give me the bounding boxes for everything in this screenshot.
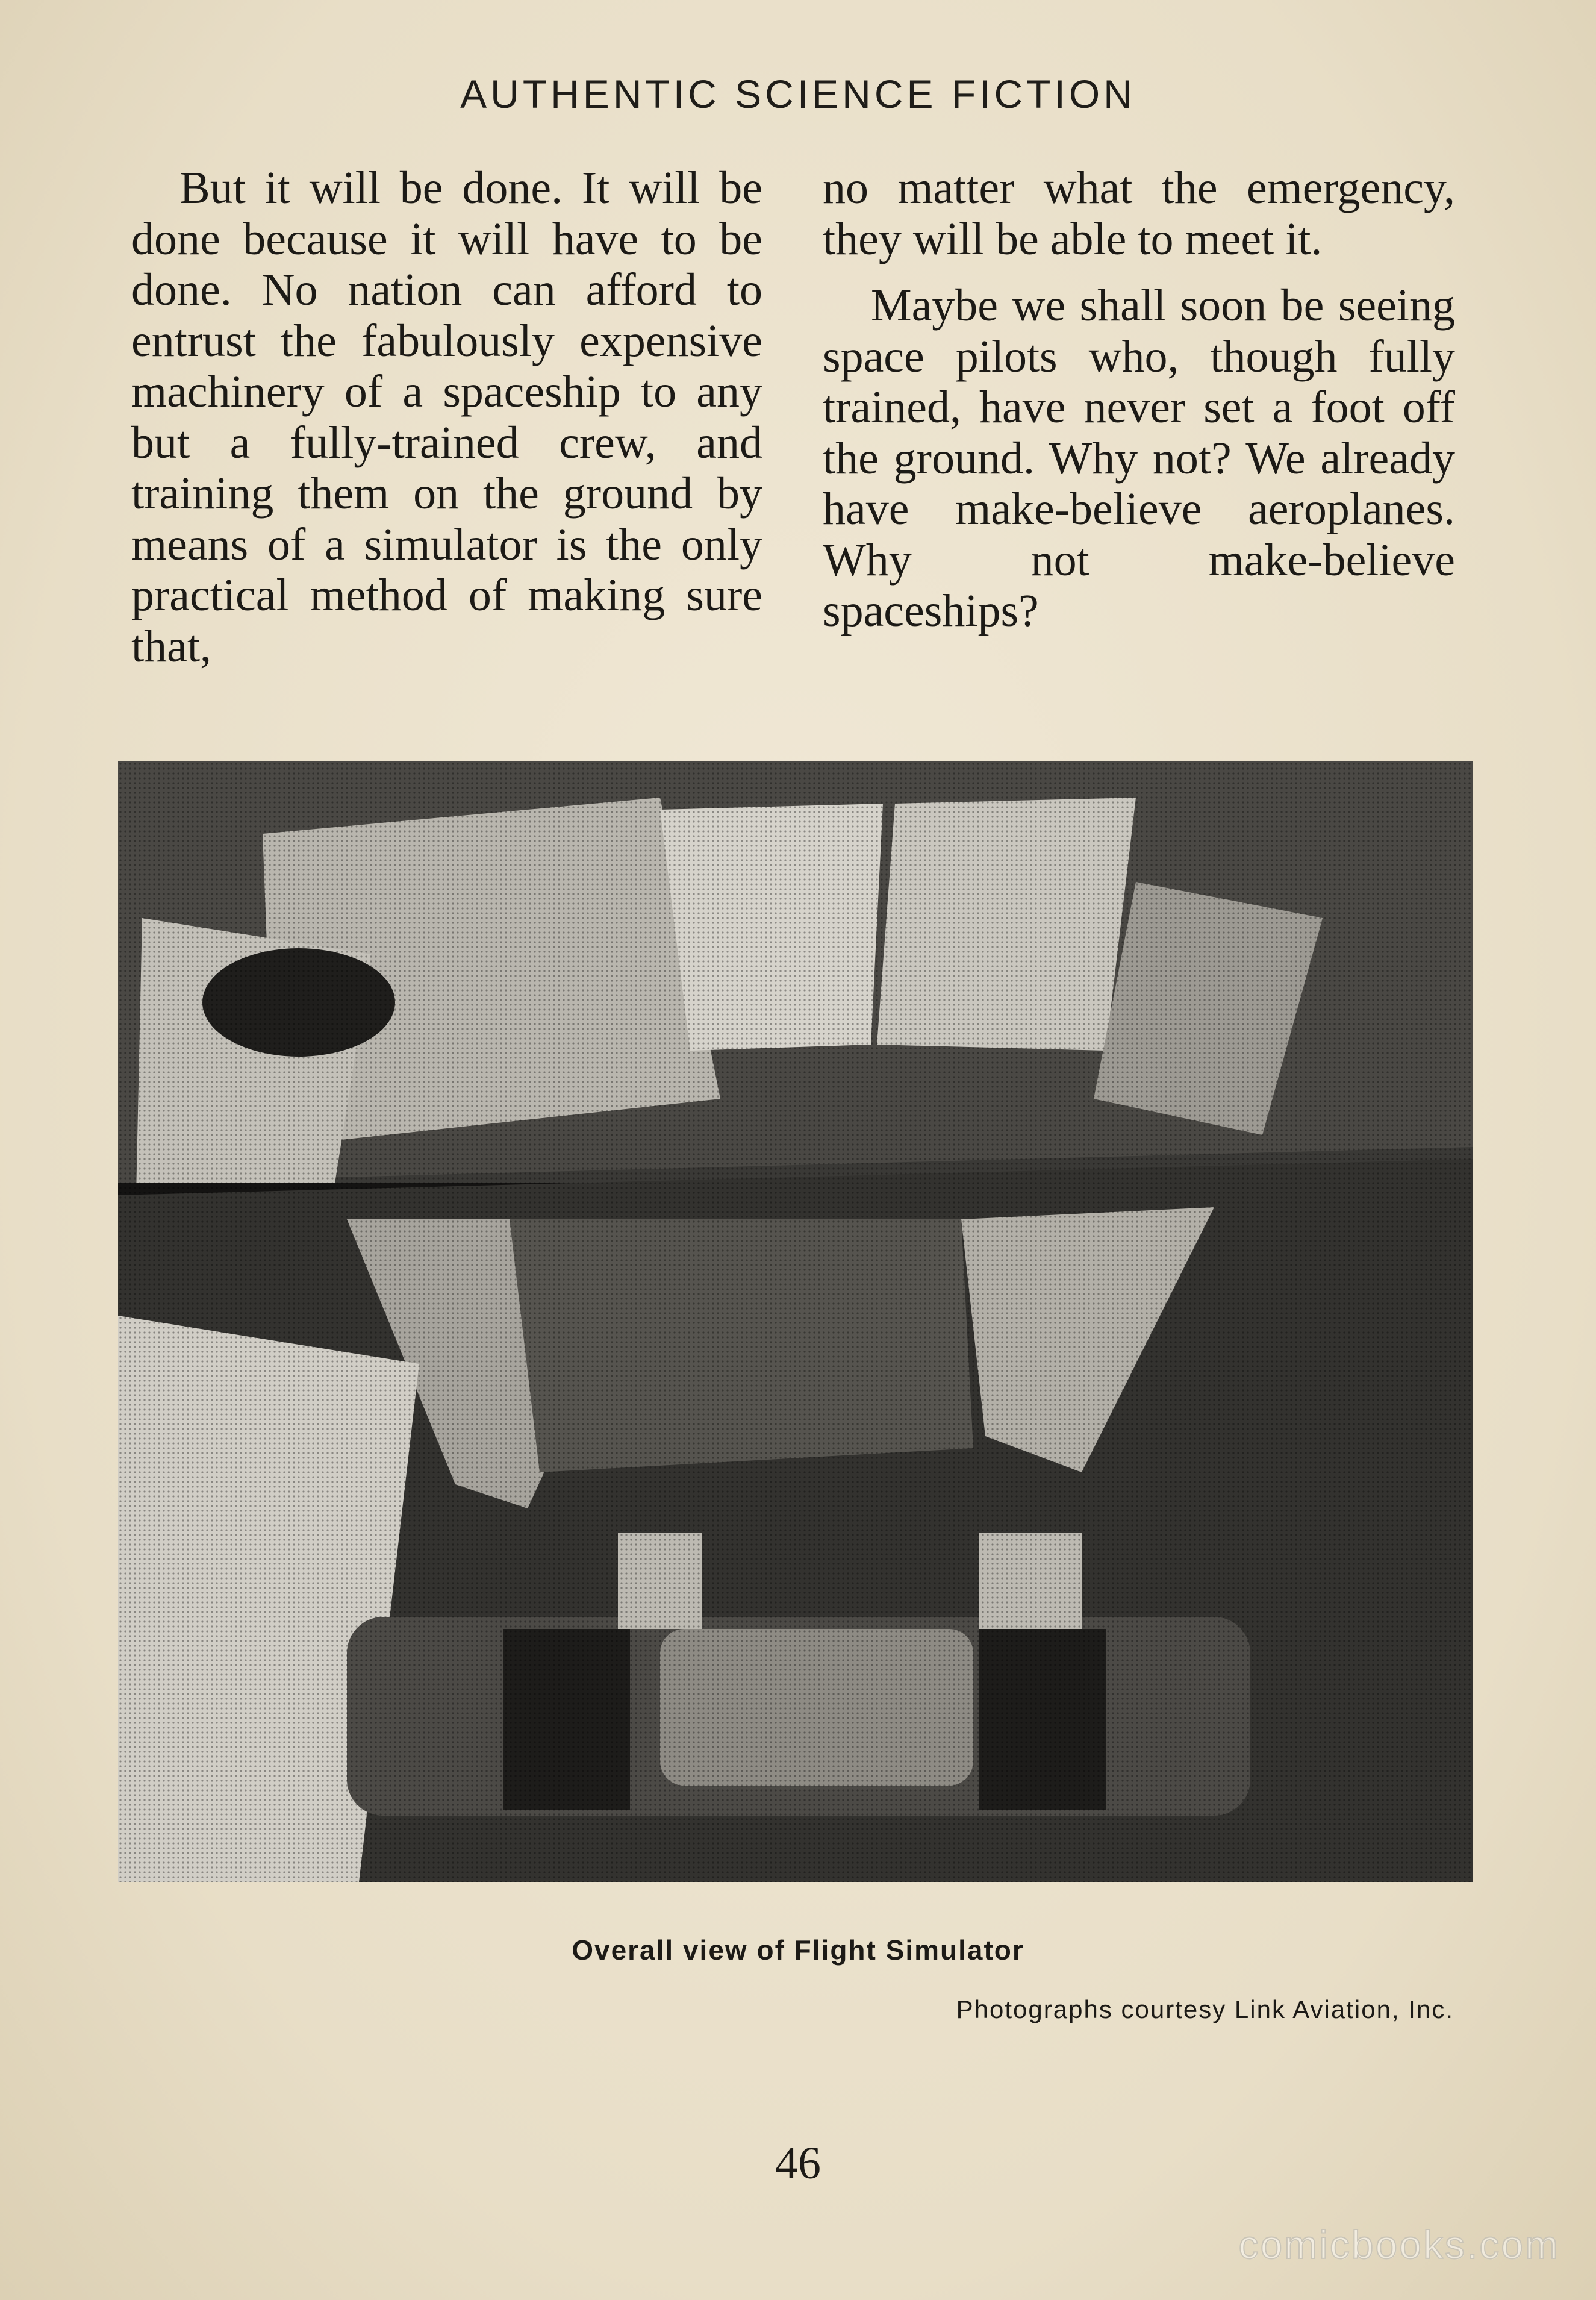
photo-credit: Photographs courtesy Link Aviation, Inc. [956,1995,1454,2023]
photo-illustration [118,761,1473,1882]
right-column-paragraph-2: Maybe we shall soon be seeing space pilots who, though fully trained, have never set a foot off the ground. Why not? We already have make-believe aeroplanes. Why not make-believe spaceships? [823,280,1455,636]
running-head: AUTHENTIC SCIENCE FICTION [460,72,1136,116]
page-number: 46 [775,2138,821,2189]
right-column-paragraph-1: no matter what the emergency, they will be able to meet it. [823,163,1455,264]
flight-simulator-photo [118,761,1473,1882]
figure-caption: Overall view of Flight Simulator [572,1934,1024,1966]
left-column-paragraph: But it will be done. It will be done because it will have to be done. No nation can afford to entrust the fabulously expensive machinery of a spaceship to any but a fully-trained crew, and training them on the ground by means of a simulator is the only practical method of making sure that, [131,163,762,672]
right-column [823,163,1455,637]
watermark: comicbooks.com [1238,2222,1560,2267]
left-column [131,163,762,672]
